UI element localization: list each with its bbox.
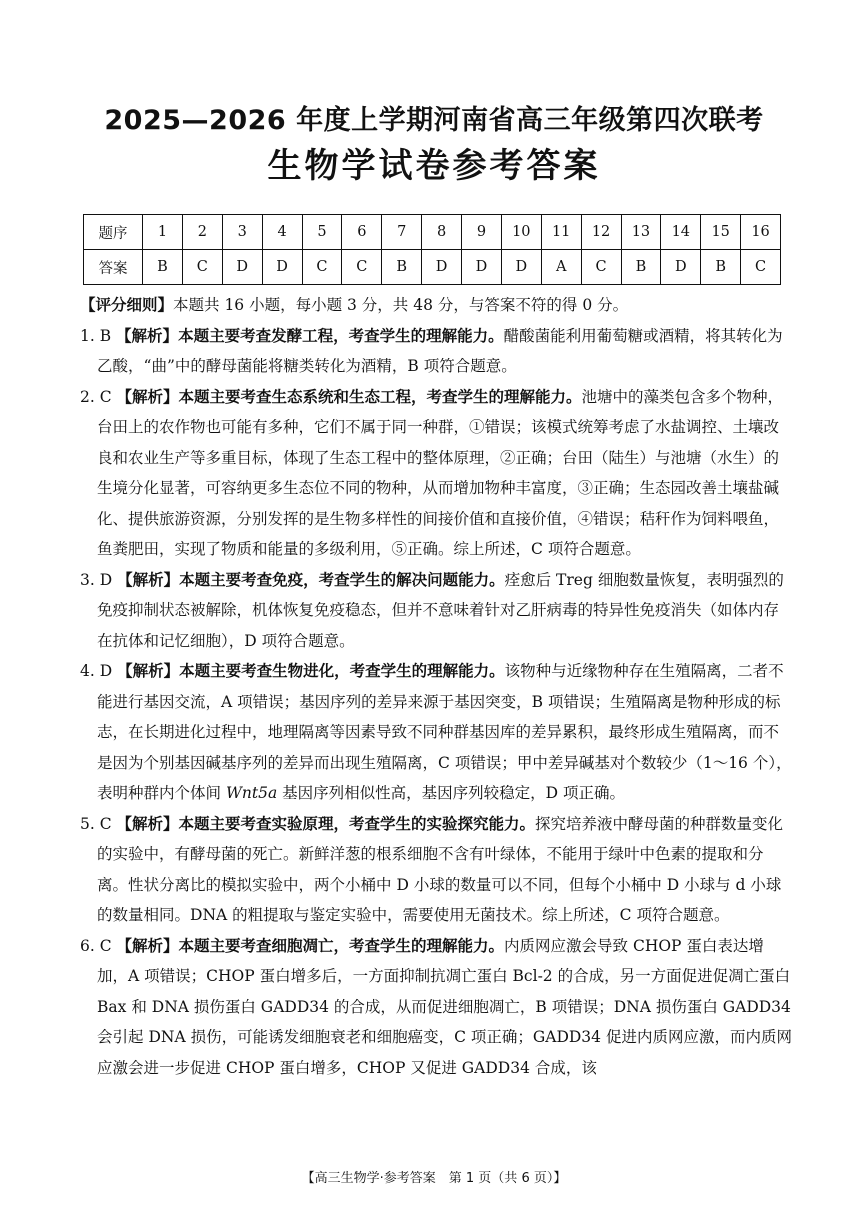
question-number: 7	[382, 215, 422, 250]
answer-cell: C	[342, 250, 382, 285]
question-number: 15	[701, 215, 741, 250]
question-number: 3	[222, 215, 262, 250]
question-number: 11	[541, 215, 581, 250]
analysis-tag: 【解析】	[117, 662, 180, 680]
answer-cell: D	[661, 250, 701, 285]
answer-cell: D	[462, 250, 502, 285]
analysis-tag: 【解析】	[116, 326, 179, 345]
analysis-tag: 【解析】	[116, 387, 179, 406]
answer-cell: B	[621, 250, 661, 285]
question-number: 2	[182, 215, 222, 250]
scoring-rules	[80, 290, 792, 321]
answer-cell: D	[501, 250, 541, 285]
explanation-item	[80, 931, 792, 1084]
document-title: 生物学试卷参考答案	[267, 146, 601, 186]
question-number: 10	[501, 215, 541, 250]
answer-cell: B	[701, 250, 741, 285]
item-number: 5. C	[80, 814, 112, 833]
question-number: 4	[262, 215, 302, 250]
analysis-tag: 【解析】	[116, 936, 179, 955]
question-number: 8	[422, 215, 462, 250]
answer-cell: C	[182, 250, 222, 285]
item-text: 池塘中的藻类包含多个物种，台田上的农作物也可能有多种，它们不属于同一种群，①错误；该模式统筹考虑了水盐调控、土壤改良和农业生产等多重目标，体现了生态工程中的整体原理，②正确；台田（陆生）与池塘（水生）的生境分化显著，可容纳更多生态位不同的物种，从而增加物种丰富度，③正确；生态园改善土壤盐碱化、提供旅游资源，分别发挥的是生物多样性的间接价值和直接价值，④错误；秸秆作为饲料喂鱼，鱼粪肥田，实现了物质和能量的多级利用，⑤正确。综上所述，C 项符合题意。	[97, 387, 784, 558]
explanation-item	[80, 656, 792, 809]
item-text: 痊愈后 Treg 细胞数量恢复，表明强烈的免疫抑制状态被解除，机体恢复免疫稳态，但并不意味着针对乙肝病毒的特异性免疫消失（如体内存在抗体和记忆细胞），D 项符合题意。	[97, 570, 784, 650]
item-lead: 本题主要考查发酵工程，考查学生的理解能力。	[178, 326, 504, 345]
item-lead: 本题主要考查生态系统和生态工程，考查学生的理解能力。	[178, 387, 582, 406]
page-footer: 【高三生物学·参考答案 第 1 页（共 6 页）】	[301, 1171, 567, 1186]
explanation-item	[80, 321, 792, 382]
answer-row	[84, 250, 781, 285]
analysis-tag: 【解析】	[117, 570, 180, 589]
question-number: 14	[661, 215, 701, 250]
question-number: 16	[741, 215, 781, 250]
scoring-text: 本题共 16 小题，每小题 3 分，共 48 分，与答案不符的得 0 分。	[173, 296, 629, 314]
row-label-question: 题序	[84, 215, 143, 250]
item-lead: 本题主要考查免疫，考查学生的解决问题能力。	[179, 570, 505, 589]
explanation-item	[80, 382, 792, 565]
question-number: 5	[302, 215, 342, 250]
answer-cell: C	[581, 250, 621, 285]
question-number-row	[84, 215, 781, 250]
question-number: 1	[143, 215, 183, 250]
item-lead: 本题主要考查实验原理，考查学生的实验探究能力。	[178, 814, 536, 833]
item-text: 该物种与近缘物种存在生殖隔离，二者不能进行基因交流，A 项错误；基因序列的差异来源于基因突变，B 项错误；生殖隔离是物种形成的标志，在长期进化过程中，地理隔离等因素导致不同种群基因库的差异累积，最终形成生殖隔离，而不是因为个别基因碱基序列的差异而出现生殖隔离，C 项错误；甲中差异碱基对个数较少（1～16 个），表明种群内个体间	[97, 662, 792, 802]
explanation-item	[80, 565, 792, 657]
exam-title: 2025—2026 年度上学期河南省高三年级第四次联考	[104, 105, 764, 136]
answer-cell: C	[741, 250, 781, 285]
answer-cell: D	[222, 250, 262, 285]
answer-cell: C	[302, 250, 342, 285]
answer-cell: D	[262, 250, 302, 285]
question-number: 9	[462, 215, 502, 250]
analysis-tag: 【解析】	[116, 814, 179, 833]
row-label-answer: 答案	[84, 250, 143, 285]
answer-explanations	[80, 290, 792, 1083]
answer-cell: A	[541, 250, 581, 285]
question-number: 12	[581, 215, 621, 250]
answer-cell: B	[382, 250, 422, 285]
item-text-continued: 基因序列相似性高，基因序列较稳定，D 项正确。	[277, 784, 626, 802]
answer-cell: D	[422, 250, 462, 285]
explanation-item	[80, 809, 792, 931]
item-number: 1. B	[80, 326, 112, 345]
item-number: 2. C	[80, 387, 112, 406]
item-text: 内质网应激会导致 CHOP 蛋白表达增加，A 项错误；CHOP 蛋白增多后，一方面抑制抗凋亡蛋白 Bcl-2 的合成，另一方面促进促凋亡蛋白 Bax 和 DNA 损伤蛋白 GADD34 的合成，从而促进细胞凋亡，B 项错误；DNA 损伤蛋白 GADD34 会引起 DNA 损伤，可能诱发细胞衰老和细胞癌变，C 项正确；GADD34 促进内质网应激，而内质网应激会进一步促进 CHOP 蛋白增多，CHOP 又促进 GADD34 合成，该	[97, 936, 792, 1077]
item-number: 4. D	[80, 662, 113, 680]
answer-cell: B	[143, 250, 183, 285]
item-number: 6. C	[80, 936, 112, 955]
item-number: 3. D	[80, 570, 113, 589]
item-text: 醋酸菌能利用葡萄糖或酒精，将其转化为乙酸，“曲”中的酵母菌能将糖类转化为酒精，B 项符合题意。	[97, 326, 783, 375]
scoring-tag: 【评分细则】	[80, 296, 174, 314]
question-number: 13	[621, 215, 661, 250]
item-lead: 本题主要考查细胞凋亡，考查学生的理解能力。	[178, 936, 505, 955]
item-text: 探究培养液中酵母菌的种群数量变化的实验中，有酵母菌的死亡。新鲜洋葱的根系细胞不含有叶绿体，不能用于绿叶中色素的提取和分离。性状分离比的模拟实验中，两个小桶中 D 小球的数量可以不同，但每个小桶中 D 小球与 d 小球的数量相同。DNA 的粗提取与鉴定实验中，需要使用无菌技术。综上所述，C 项符合题意。	[97, 814, 784, 924]
answer-table	[83, 214, 781, 285]
gene-name: Wnt5a	[225, 784, 278, 802]
question-number: 6	[342, 215, 382, 250]
item-lead: 本题主要考查生物进化，考查学生的理解能力。	[179, 662, 505, 680]
